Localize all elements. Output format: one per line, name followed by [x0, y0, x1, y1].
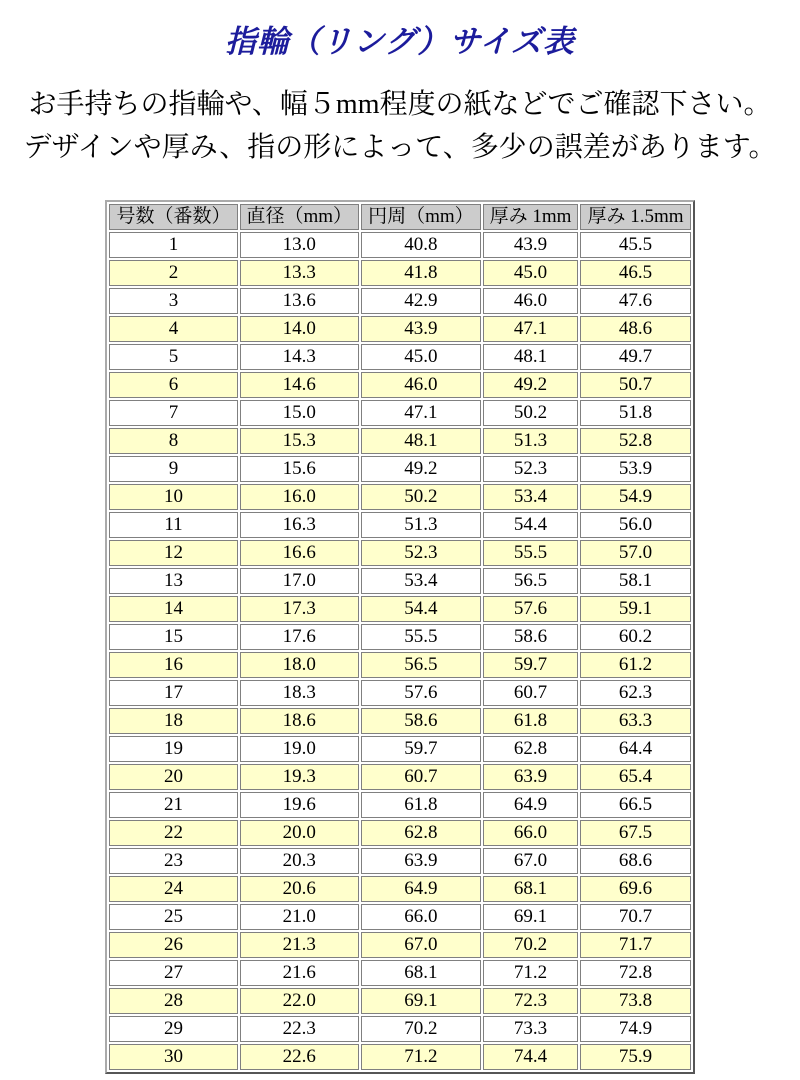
diameter-mm-cell: 21.3	[240, 932, 360, 958]
diameter-mm-cell: 13.6	[240, 288, 360, 314]
diameter-mm-cell: 16.6	[240, 540, 360, 566]
thickness-1mm-cell: 56.5	[483, 568, 579, 594]
table-row	[109, 596, 690, 622]
diameter-mm-cell: 20.6	[240, 876, 360, 902]
circumference-mm-cell: 49.2	[361, 456, 481, 482]
circumference-mm-cell: 48.1	[361, 428, 481, 454]
size-number-cell: 7	[109, 400, 237, 426]
size-number-cell: 30	[109, 1044, 237, 1070]
size-number-cell: 25	[109, 904, 237, 930]
thickness-1mm-cell: 50.2	[483, 400, 579, 426]
thickness-1mm-cell: 53.4	[483, 484, 579, 510]
size-number-cell: 11	[109, 512, 237, 538]
diameter-mm-cell: 22.6	[240, 1044, 360, 1070]
diameter-mm-cell: 18.0	[240, 652, 360, 678]
thickness-1mm-cell: 73.3	[483, 1016, 579, 1042]
circumference-mm-cell: 52.3	[361, 540, 481, 566]
size-number-cell: 3	[109, 288, 237, 314]
table-row	[109, 428, 690, 454]
circumference-mm-cell: 70.2	[361, 1016, 481, 1042]
column-header-diameter-mm: 直径（mm）	[240, 204, 360, 230]
thickness-1mm-cell: 72.3	[483, 988, 579, 1014]
size-number-cell: 1	[109, 232, 237, 258]
intro-line-2: デザインや厚み、指の形によって、多少の誤差があります。	[23, 132, 777, 164]
circumference-mm-cell: 50.2	[361, 484, 481, 510]
size-number-cell: 28	[109, 988, 237, 1014]
circumference-mm-cell: 62.8	[361, 820, 481, 846]
diameter-mm-cell: 20.3	[240, 848, 360, 874]
thickness-1-5mm-cell: 73.8	[580, 988, 690, 1014]
diameter-mm-cell: 18.6	[240, 708, 360, 734]
thickness-1mm-cell: 70.2	[483, 932, 579, 958]
table-row	[109, 232, 690, 258]
size-number-cell: 24	[109, 876, 237, 902]
diameter-mm-cell: 14.0	[240, 316, 360, 342]
circumference-mm-cell: 43.9	[361, 316, 481, 342]
size-number-cell: 29	[109, 1016, 237, 1042]
table-row	[109, 624, 690, 650]
thickness-1mm-cell: 66.0	[483, 820, 579, 846]
thickness-1-5mm-cell: 46.5	[580, 260, 690, 286]
circumference-mm-cell: 46.0	[361, 372, 481, 398]
intro-text	[0, 83, 800, 170]
thickness-1mm-cell: 58.6	[483, 624, 579, 650]
size-number-cell: 12	[109, 540, 237, 566]
thickness-1mm-cell: 68.1	[483, 876, 579, 902]
size-number-cell: 26	[109, 932, 237, 958]
size-number-cell: 21	[109, 792, 237, 818]
table-row	[109, 288, 690, 314]
column-header-thickness-1mm: 厚み 1mm	[483, 204, 579, 230]
table-row	[109, 680, 690, 706]
thickness-1-5mm-cell: 56.0	[580, 512, 690, 538]
circumference-mm-cell: 61.8	[361, 792, 481, 818]
diameter-mm-cell: 19.3	[240, 764, 360, 790]
thickness-1-5mm-cell: 75.9	[580, 1044, 690, 1070]
circumference-mm-cell: 47.1	[361, 400, 481, 426]
table-row	[109, 456, 690, 482]
circumference-mm-cell: 63.9	[361, 848, 481, 874]
size-number-cell: 14	[109, 596, 237, 622]
thickness-1mm-cell: 51.3	[483, 428, 579, 454]
thickness-1mm-cell: 54.4	[483, 512, 579, 538]
thickness-1-5mm-cell: 51.8	[580, 400, 690, 426]
size-number-cell: 18	[109, 708, 237, 734]
circumference-mm-cell: 71.2	[361, 1044, 481, 1070]
page-title: 指輪（リング）サイズ表	[225, 24, 575, 59]
circumference-mm-cell: 41.8	[361, 260, 481, 286]
table-row	[109, 764, 690, 790]
table-header-row	[109, 204, 690, 230]
thickness-1mm-cell: 60.7	[483, 680, 579, 706]
diameter-mm-cell: 17.3	[240, 596, 360, 622]
thickness-1mm-cell: 69.1	[483, 904, 579, 930]
size-number-cell: 10	[109, 484, 237, 510]
table-row	[109, 876, 690, 902]
size-number-cell: 4	[109, 316, 237, 342]
thickness-1-5mm-cell: 60.2	[580, 624, 690, 650]
intro-line-1: お手持ちの指輪や、幅５mm程度の紙などでご確認下さい。	[28, 89, 772, 120]
thickness-1mm-cell: 74.4	[483, 1044, 579, 1070]
table-row	[109, 792, 690, 818]
diameter-mm-cell: 17.6	[240, 624, 360, 650]
circumference-mm-cell: 56.5	[361, 652, 481, 678]
diameter-mm-cell: 18.3	[240, 680, 360, 706]
thickness-1-5mm-cell: 59.1	[580, 596, 690, 622]
diameter-mm-cell: 14.3	[240, 344, 360, 370]
size-number-cell: 2	[109, 260, 237, 286]
thickness-1mm-cell: 67.0	[483, 848, 579, 874]
thickness-1-5mm-cell: 67.5	[580, 820, 690, 846]
circumference-mm-cell: 55.5	[361, 624, 481, 650]
thickness-1-5mm-cell: 54.9	[580, 484, 690, 510]
diameter-mm-cell: 13.3	[240, 260, 360, 286]
thickness-1-5mm-cell: 70.7	[580, 904, 690, 930]
size-number-cell: 20	[109, 764, 237, 790]
table-body	[109, 232, 690, 1070]
diameter-mm-cell: 13.0	[240, 232, 360, 258]
thickness-1-5mm-cell: 74.9	[580, 1016, 690, 1042]
circumference-mm-cell: 68.1	[361, 960, 481, 986]
table-row	[109, 260, 690, 286]
table-row	[109, 820, 690, 846]
diameter-mm-cell: 16.3	[240, 512, 360, 538]
thickness-1-5mm-cell: 71.7	[580, 932, 690, 958]
thickness-1-5mm-cell: 64.4	[580, 736, 690, 762]
size-number-cell: 16	[109, 652, 237, 678]
circumference-mm-cell: 67.0	[361, 932, 481, 958]
thickness-1mm-cell: 63.9	[483, 764, 579, 790]
circumference-mm-cell: 66.0	[361, 904, 481, 930]
thickness-1-5mm-cell: 58.1	[580, 568, 690, 594]
circumference-mm-cell: 58.6	[361, 708, 481, 734]
thickness-1-5mm-cell: 48.6	[580, 316, 690, 342]
thickness-1-5mm-cell: 52.8	[580, 428, 690, 454]
circumference-mm-cell: 54.4	[361, 596, 481, 622]
size-number-cell: 8	[109, 428, 237, 454]
diameter-mm-cell: 20.0	[240, 820, 360, 846]
thickness-1mm-cell: 43.9	[483, 232, 579, 258]
diameter-mm-cell: 17.0	[240, 568, 360, 594]
circumference-mm-cell: 40.8	[361, 232, 481, 258]
thickness-1-5mm-cell: 66.5	[580, 792, 690, 818]
size-number-cell: 23	[109, 848, 237, 874]
table-row	[109, 400, 690, 426]
diameter-mm-cell: 22.3	[240, 1016, 360, 1042]
thickness-1mm-cell: 61.8	[483, 708, 579, 734]
table-row	[109, 344, 690, 370]
thickness-1mm-cell: 55.5	[483, 540, 579, 566]
circumference-mm-cell: 57.6	[361, 680, 481, 706]
size-number-cell: 5	[109, 344, 237, 370]
size-number-cell: 6	[109, 372, 237, 398]
size-number-cell: 19	[109, 736, 237, 762]
circumference-mm-cell: 42.9	[361, 288, 481, 314]
thickness-1mm-cell: 45.0	[483, 260, 579, 286]
size-number-cell: 9	[109, 456, 237, 482]
table-row	[109, 932, 690, 958]
table-row	[109, 316, 690, 342]
thickness-1mm-cell: 49.2	[483, 372, 579, 398]
table-row	[109, 1016, 690, 1042]
size-number-cell: 15	[109, 624, 237, 650]
thickness-1mm-cell: 64.9	[483, 792, 579, 818]
size-number-cell: 27	[109, 960, 237, 986]
circumference-mm-cell: 64.9	[361, 876, 481, 902]
thickness-1-5mm-cell: 69.6	[580, 876, 690, 902]
thickness-1-5mm-cell: 50.7	[580, 372, 690, 398]
thickness-1-5mm-cell: 53.9	[580, 456, 690, 482]
thickness-1-5mm-cell: 68.6	[580, 848, 690, 874]
diameter-mm-cell: 19.6	[240, 792, 360, 818]
table-row	[109, 540, 690, 566]
table-row	[109, 512, 690, 538]
circumference-mm-cell: 59.7	[361, 736, 481, 762]
table-row	[109, 736, 690, 762]
thickness-1mm-cell: 62.8	[483, 736, 579, 762]
thickness-1mm-cell: 46.0	[483, 288, 579, 314]
thickness-1mm-cell: 47.1	[483, 316, 579, 342]
thickness-1-5mm-cell: 45.5	[580, 232, 690, 258]
circumference-mm-cell: 51.3	[361, 512, 481, 538]
diameter-mm-cell: 14.6	[240, 372, 360, 398]
circumference-mm-cell: 60.7	[361, 764, 481, 790]
table-row	[109, 708, 690, 734]
column-header-circumference-mm: 円周（mm）	[361, 204, 481, 230]
thickness-1-5mm-cell: 65.4	[580, 764, 690, 790]
table-row	[109, 372, 690, 398]
thickness-1-5mm-cell: 61.2	[580, 652, 690, 678]
diameter-mm-cell: 19.0	[240, 736, 360, 762]
diameter-mm-cell: 15.3	[240, 428, 360, 454]
circumference-mm-cell: 53.4	[361, 568, 481, 594]
circumference-mm-cell: 45.0	[361, 344, 481, 370]
circumference-mm-cell: 69.1	[361, 988, 481, 1014]
diameter-mm-cell: 21.6	[240, 960, 360, 986]
thickness-1-5mm-cell: 49.7	[580, 344, 690, 370]
thickness-1-5mm-cell: 57.0	[580, 540, 690, 566]
diameter-mm-cell: 22.0	[240, 988, 360, 1014]
thickness-1mm-cell: 52.3	[483, 456, 579, 482]
table-row	[109, 652, 690, 678]
diameter-mm-cell: 15.0	[240, 400, 360, 426]
thickness-1-5mm-cell: 47.6	[580, 288, 690, 314]
column-header-size-number: 号数（番数）	[109, 204, 237, 230]
table-row	[109, 484, 690, 510]
thickness-1mm-cell: 48.1	[483, 344, 579, 370]
thickness-1mm-cell: 71.2	[483, 960, 579, 986]
diameter-mm-cell: 16.0	[240, 484, 360, 510]
diameter-mm-cell: 15.6	[240, 456, 360, 482]
table-row	[109, 1044, 690, 1070]
thickness-1-5mm-cell: 72.8	[580, 960, 690, 986]
thickness-1-5mm-cell: 63.3	[580, 708, 690, 734]
table-row	[109, 960, 690, 986]
table-row	[109, 904, 690, 930]
ring-size-table	[105, 200, 694, 1074]
size-number-cell: 17	[109, 680, 237, 706]
table-header	[109, 204, 690, 230]
thickness-1-5mm-cell: 62.3	[580, 680, 690, 706]
column-header-thickness-1-5mm: 厚み 1.5mm	[580, 204, 690, 230]
thickness-1mm-cell: 59.7	[483, 652, 579, 678]
thickness-1mm-cell: 57.6	[483, 596, 579, 622]
size-number-cell: 22	[109, 820, 237, 846]
table-row	[109, 848, 690, 874]
diameter-mm-cell: 21.0	[240, 904, 360, 930]
size-number-cell: 13	[109, 568, 237, 594]
table-row	[109, 988, 690, 1014]
table-row	[109, 568, 690, 594]
